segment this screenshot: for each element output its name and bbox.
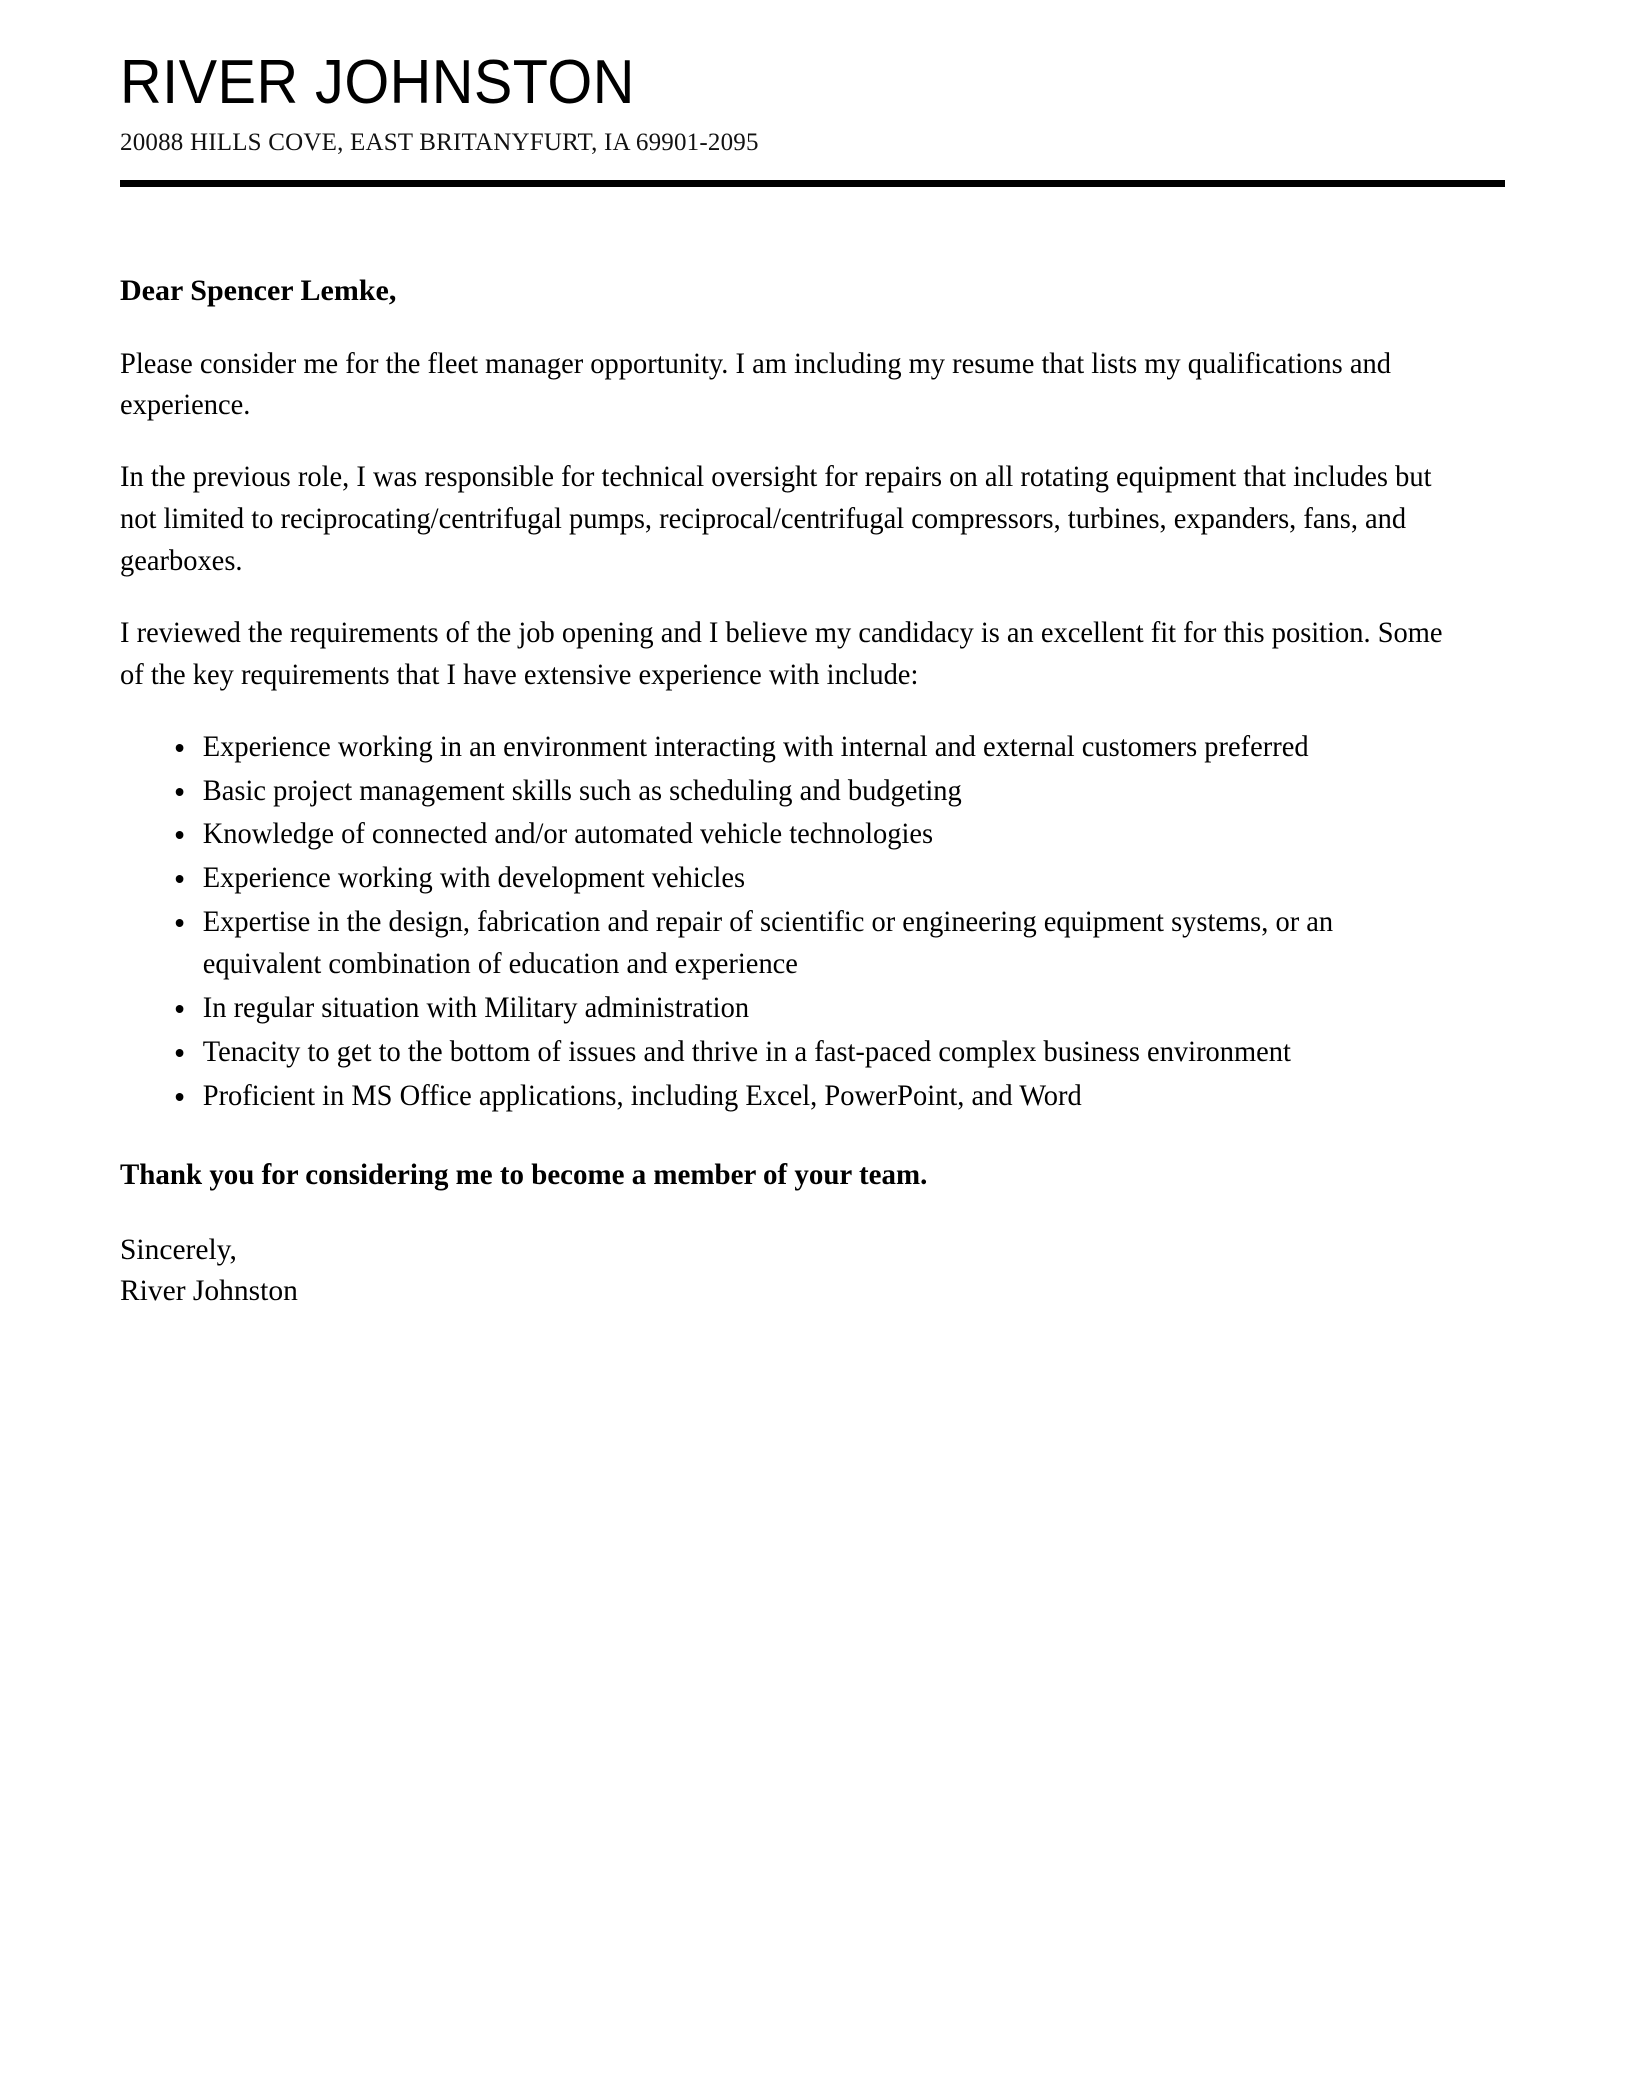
candidate-name: RIVER JOHNSTON [120,48,635,117]
closing-statement: Thank you for considering me to become a member of your team. [120,1157,928,1191]
candidate-address: 20088 HILLS COVE, EAST BRITANYFURT, IA 69901-2095 [120,129,759,156]
list-item: Proficient in MS Office applications, including Excel, PowerPoint, and Word [168,1076,1458,1118]
valediction: Sincerely, [120,1233,237,1266]
list-item: Basic project management skills such as scheduling and budgeting [168,771,1458,813]
list-item: Expertise in the design, fabrication and repair of scientific or engineering equipment systems, or an equivalent combination of education and experience [168,902,1458,986]
header-divider [120,180,1505,187]
qualifications-list [120,727,1505,1118]
list-item: Knowledge of connected and/or automated vehicle technologies [168,814,1458,856]
signature-name: River Johnston [120,1275,298,1308]
letterhead [120,48,1510,187]
paragraph-intro: Please consider me for the fleet manager opportunity. I am including my resume that lists my qualifications and experience. [120,347,1391,422]
letter-content [120,48,1510,1313]
list-item: Experience working in an environment interacting with internal and external customers preferred [168,727,1458,769]
signoff-block [120,1230,1505,1314]
list-item: In regular situation with Military administration [168,988,1458,1030]
list-item: Tenacity to get to the bottom of issues and thrive in a fast-paced complex business environment [168,1032,1458,1074]
list-item: Experience working with development vehicles [168,858,1458,900]
letter-body [120,271,1505,1313]
salutation: Dear Spencer Lemke, [120,274,397,307]
paragraph-experience: In the previous role, I was responsible for technical oversight for repairs on all rotating equipment that includes but not limited to reciprocating/centrifugal pumps, reciprocal/centrifugal compressors, turbines, expanders, fans, and gearboxes. [120,461,1432,577]
paragraph-requirements-lead-in: I reviewed the requirements of the job opening and I believe my candidacy is an excellent fit for this position. Some of the key requirements that I have extensive experience with include: [120,616,1443,691]
